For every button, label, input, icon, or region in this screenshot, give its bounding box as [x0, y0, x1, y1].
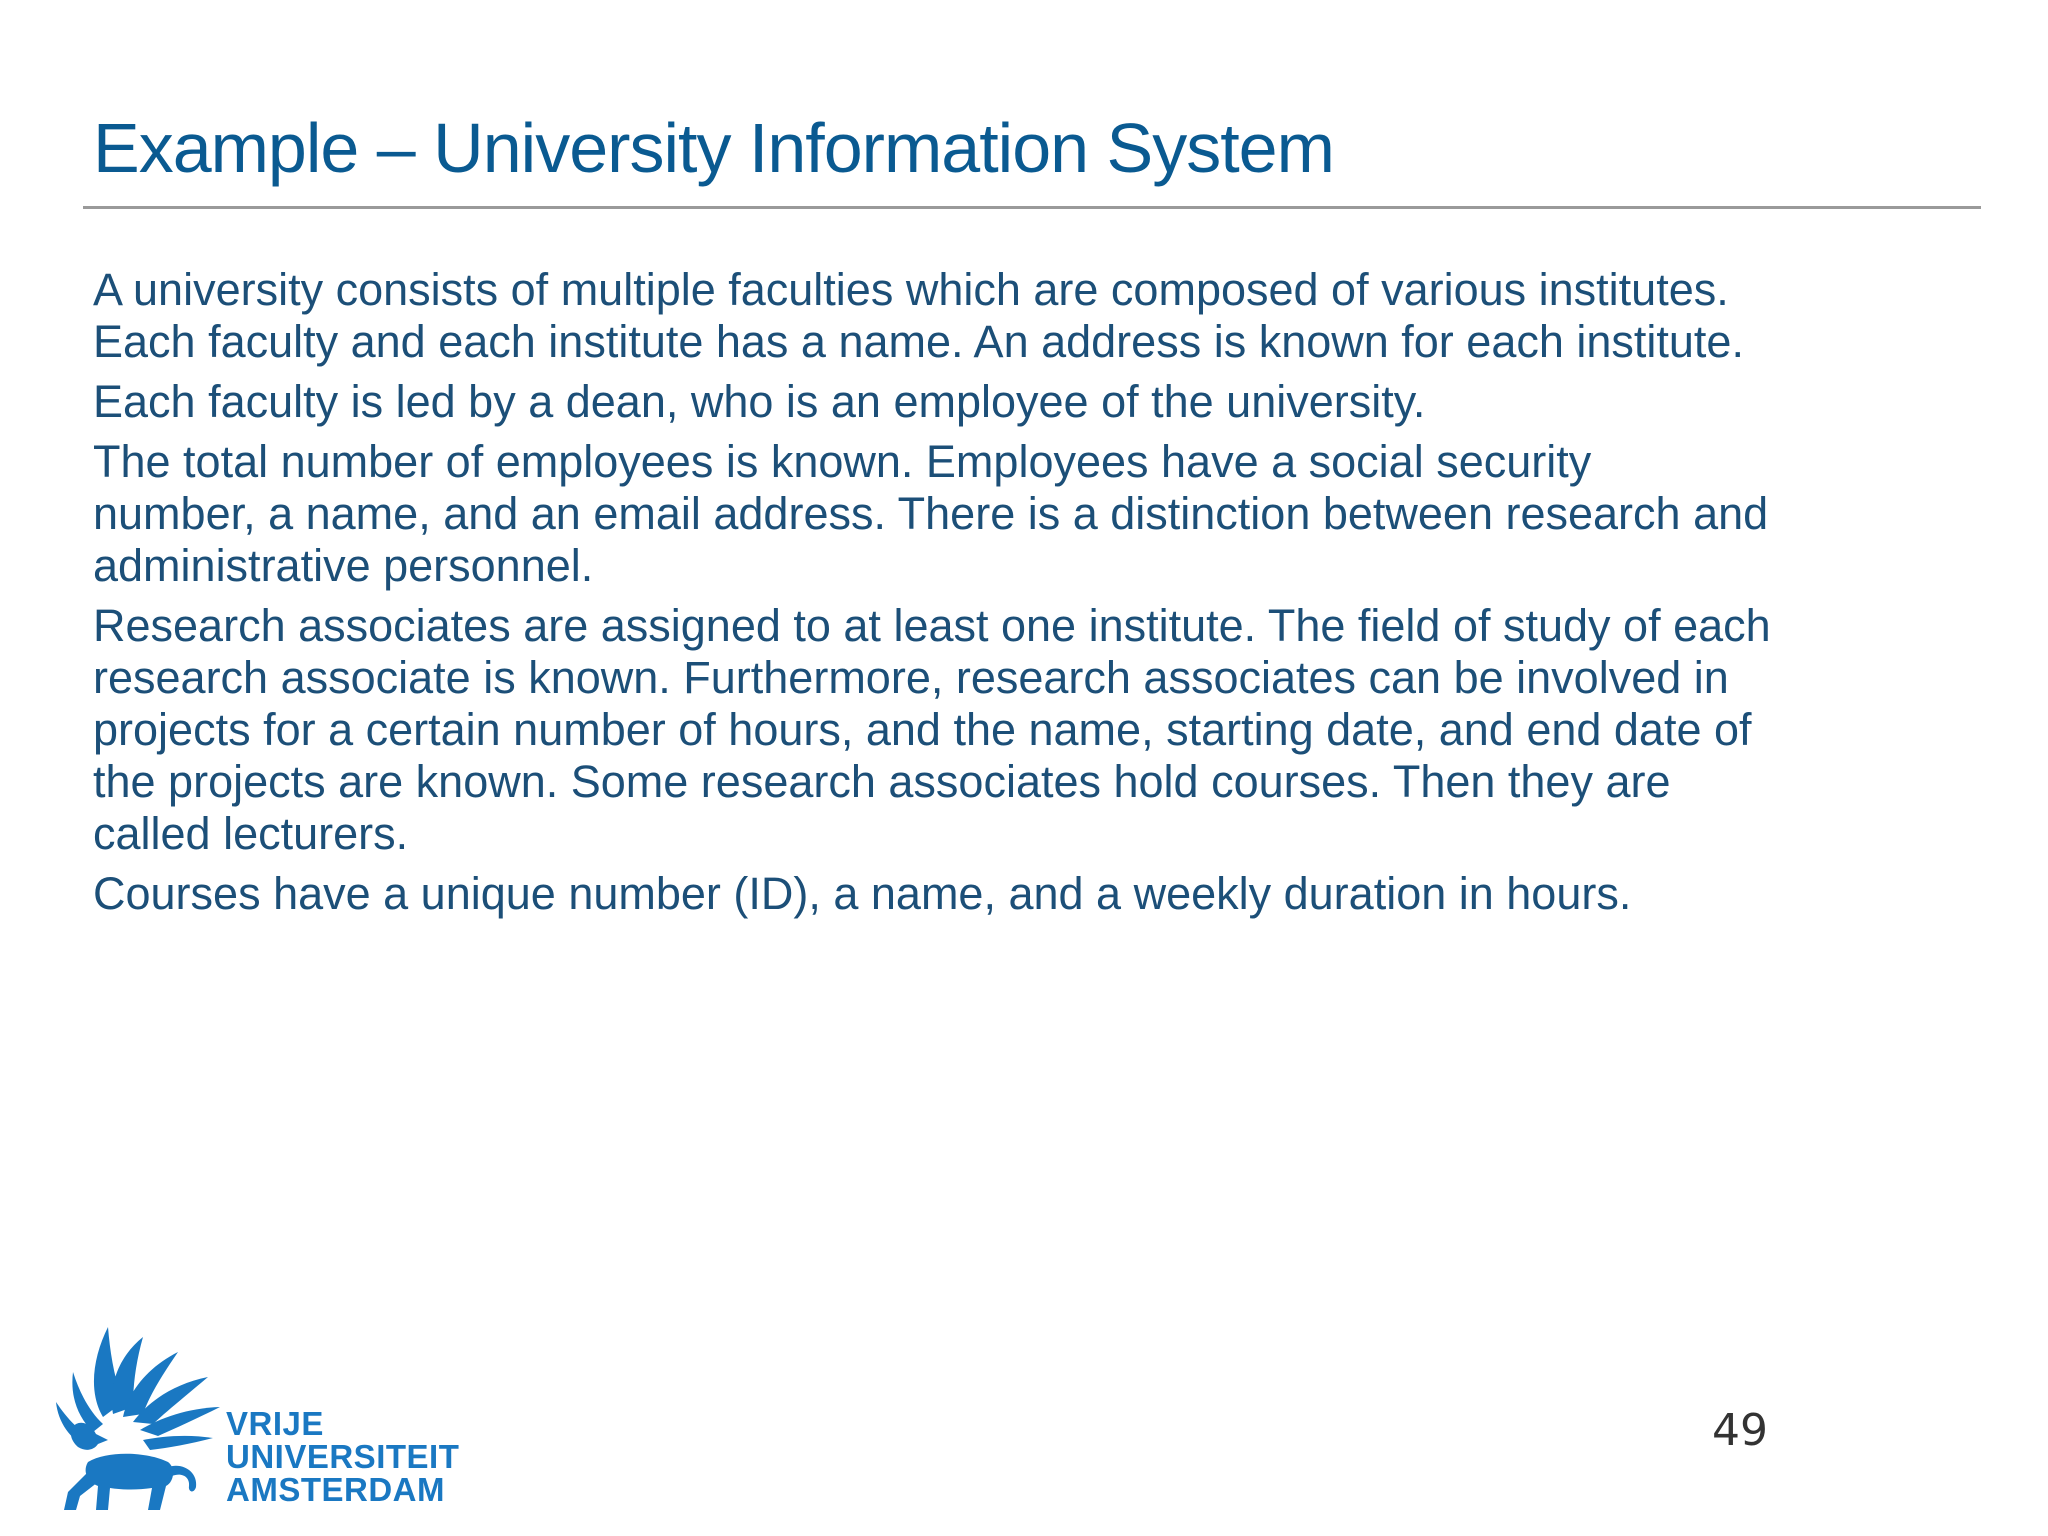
title-divider: [83, 206, 1981, 209]
logo-line-vrije: VRIJE: [226, 1405, 324, 1442]
slide-title: Example – University Information System: [93, 109, 1334, 187]
logo-wordmark: [226, 1407, 459, 1506]
paragraph-employees: The total number of employees is known. Employees have a social security number, a name, and an email address. There is a distinction between research and administrative personnel.: [93, 436, 1769, 591]
page-number: 49: [1712, 1405, 1768, 1456]
paragraph-research-associates: Research associates are assigned to at least one institute. The field of study of each research associate is known. Furthermore, research associates can be involved in projects for a certain number of hours, and the name, starting date, and end date of the projects are known. Some research associates hold courses. Then they are called lecturers.: [93, 600, 1771, 859]
paragraph-dean: Each faculty is led by a dean, who is an employee of the university.: [93, 376, 1426, 427]
paragraph-university: A university consists of multiple faculties which are composed of various institutes. Each faculty and each institute has a name. An address is known for each institute.: [93, 264, 1744, 367]
university-logo: [48, 1322, 468, 1512]
griffin-logo-icon: [48, 1322, 228, 1512]
logo-line-amsterdam: AMSTERDAM: [226, 1471, 445, 1508]
slide-body: [93, 264, 1993, 928]
paragraph-courses: Courses have a unique number (ID), a name, and a weekly duration in hours.: [93, 868, 1632, 919]
logo-line-universiteit: UNIVERSITEIT: [226, 1438, 460, 1475]
